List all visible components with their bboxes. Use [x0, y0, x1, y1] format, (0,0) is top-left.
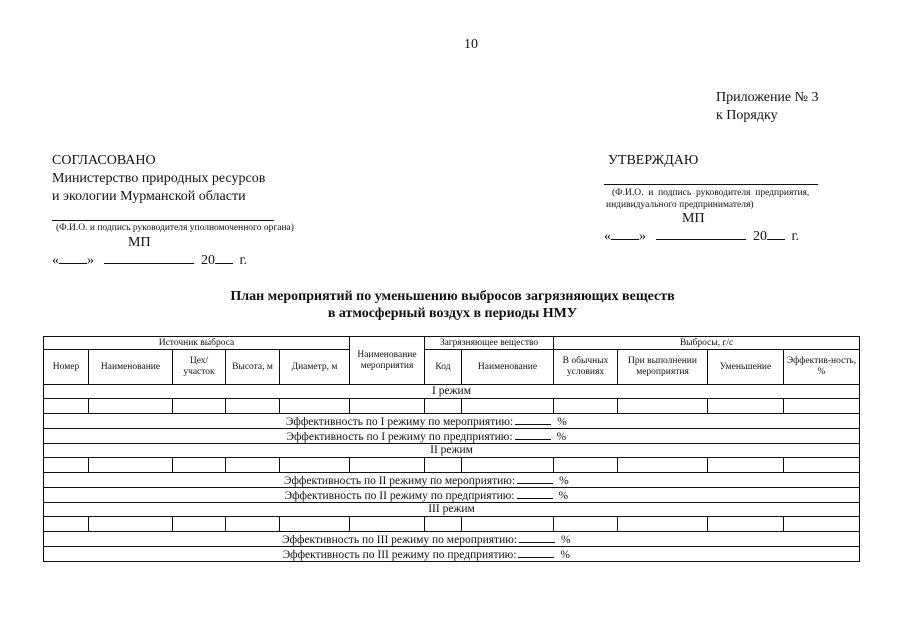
approved-date-line — [604, 228, 799, 245]
efficiency-row — [44, 429, 860, 444]
cell-efficiency[interactable] — [784, 458, 860, 473]
cell-height[interactable] — [226, 399, 280, 414]
cell-pollutant-name[interactable] — [462, 399, 554, 414]
cell-code[interactable] — [425, 399, 462, 414]
efficiency-blank[interactable] — [515, 414, 551, 425]
document-title — [0, 288, 905, 322]
approved-caption-line-1: (Ф.И.О. и подпись руководителя предприятия, — [612, 188, 810, 198]
cell-pollutant-name[interactable] — [462, 458, 554, 473]
efficiency-label: Эффективность по III режиму по предприятию: — [282, 549, 517, 561]
cell-name[interactable] — [89, 399, 173, 414]
cell-diameter[interactable] — [280, 458, 350, 473]
cell-normal[interactable] — [554, 399, 618, 414]
mode-label: I режим — [44, 385, 860, 399]
efficiency-label: Эффективность по I режиму по мероприятию: — [285, 416, 514, 428]
cell-reduction[interactable] — [708, 458, 784, 473]
header-name: Наименование — [89, 350, 173, 385]
header-source: Источник выброса — [44, 337, 350, 350]
efficiency-enterprise — [44, 488, 860, 503]
cell-normal[interactable] — [554, 517, 618, 532]
approved-block — [608, 152, 698, 170]
header-measure: Наименование мероприятия — [350, 337, 425, 385]
efficiency-measure — [44, 532, 860, 547]
cell-diameter[interactable] — [280, 517, 350, 532]
month-blank — [104, 252, 194, 264]
year-suffix: г. — [239, 253, 248, 268]
agreed-signature-line — [52, 220, 274, 221]
date-open-quote: « — [604, 229, 611, 244]
header-pollutant: Загрязняющее вещество — [425, 337, 554, 350]
efficiency-enterprise — [44, 429, 860, 444]
approved-stamp: МП — [682, 211, 705, 226]
year-prefix: 20 — [201, 253, 215, 268]
appendix-line-2: к Порядку — [716, 108, 778, 123]
cell-during[interactable] — [618, 517, 708, 532]
measures-table — [43, 336, 860, 562]
title-line-2: в атмосферный воздух в периоды НМУ — [327, 306, 578, 321]
agreed-date-line — [52, 252, 247, 269]
efficiency-row — [44, 414, 860, 429]
mode-label: III режим — [44, 503, 860, 517]
mode-label: II режим — [44, 444, 860, 458]
header-pollutant-name: Наименование — [462, 350, 554, 385]
appendix-note — [716, 89, 819, 125]
table-row — [44, 458, 860, 473]
cell-during[interactable] — [618, 399, 708, 414]
appendix-line-1: Приложение № 3 — [716, 90, 819, 105]
header-efficiency: Эффектив-ность, % — [784, 350, 860, 385]
efficiency-label: Эффективность по II режиму по мероприятию: — [283, 475, 516, 487]
day-blank — [59, 252, 87, 264]
table-row — [44, 399, 860, 414]
mode-row — [44, 503, 860, 517]
cell-efficiency[interactable] — [784, 399, 860, 414]
cell-pollutant-name[interactable] — [462, 517, 554, 532]
header-normal: В обычных условиях — [554, 350, 618, 385]
agreed-line-1: Министерство природных ресурсов — [52, 171, 266, 186]
cell-name[interactable] — [89, 458, 173, 473]
efficiency-blank[interactable] — [518, 547, 554, 558]
header-diameter: Диаметр, м — [280, 350, 350, 385]
efficiency-measure — [44, 414, 860, 429]
efficiency-blank[interactable] — [517, 473, 553, 484]
header-emissions: Выбросы, г/с — [554, 337, 860, 350]
table-header-row-1 — [44, 337, 860, 350]
efficiency-blank[interactable] — [519, 532, 555, 543]
agreed-line-2: и экологии Мурманской области — [52, 189, 246, 204]
cell-shop[interactable] — [173, 517, 226, 532]
approved-signature-line — [604, 184, 818, 185]
cell-name[interactable] — [89, 517, 173, 532]
page-number: 10 — [464, 37, 478, 52]
efficiency-measure — [44, 473, 860, 488]
agreed-heading: СОГЛАСОВАНО — [52, 153, 156, 168]
percent-sign: % — [557, 416, 567, 428]
year-suffix: г. — [791, 229, 800, 244]
approved-caption-line-2: индивидуального предпринимателя) — [606, 200, 754, 210]
day-blank — [611, 228, 639, 240]
header-shop: Цех/ участок — [173, 350, 226, 385]
percent-sign: % — [559, 475, 569, 487]
year-prefix: 20 — [753, 229, 767, 244]
cell-height[interactable] — [226, 458, 280, 473]
efficiency-blank[interactable] — [515, 429, 551, 440]
percent-sign: % — [558, 490, 569, 502]
cell-code[interactable] — [425, 517, 462, 532]
efficiency-row — [44, 532, 860, 547]
agreed-stamp: МП — [128, 235, 151, 250]
cell-height[interactable] — [226, 517, 280, 532]
approved-signature-caption — [606, 187, 852, 211]
year-blank — [215, 252, 233, 264]
efficiency-row — [44, 547, 860, 562]
cell-number[interactable] — [44, 458, 89, 473]
agreed-block — [52, 152, 265, 206]
agreed-signature-caption: (Ф.И.О. и подпись руководителя уполномоченного органа) — [56, 223, 294, 233]
cell-efficiency[interactable] — [784, 517, 860, 532]
header-number: Номер — [44, 350, 89, 385]
table-row — [44, 517, 860, 532]
efficiency-label: Эффективность по I режиму по предприятию: — [286, 431, 513, 443]
efficiency-label: Эффективность по III режиму по мероприятию: — [282, 534, 518, 546]
percent-sign: % — [556, 431, 567, 443]
header-reduction: Уменьшение — [708, 350, 784, 385]
cell-normal[interactable] — [554, 458, 618, 473]
year-blank — [767, 228, 785, 240]
month-blank — [656, 228, 746, 240]
cell-reduction[interactable] — [708, 517, 784, 532]
header-during: При выполнении мероприятия — [618, 350, 708, 385]
header-height: Высота, м — [226, 350, 280, 385]
efficiency-enterprise — [44, 547, 860, 562]
efficiency-label: Эффективность по II режиму по предприятию: — [284, 490, 515, 502]
date-close-quote: » — [639, 229, 646, 244]
mode-row — [44, 444, 860, 458]
cell-measure[interactable] — [350, 399, 425, 414]
cell-number[interactable] — [44, 399, 89, 414]
efficiency-blank[interactable] — [517, 488, 553, 499]
percent-sign: % — [560, 549, 571, 561]
cell-during[interactable] — [618, 458, 708, 473]
cell-shop[interactable] — [173, 458, 226, 473]
approved-heading: УТВЕРЖДАЮ — [608, 153, 699, 168]
header-code: Код — [425, 350, 462, 385]
cell-measure[interactable] — [350, 517, 425, 532]
efficiency-row — [44, 488, 860, 503]
title-line-1: План мероприятий по уменьшению выбросов загрязняющих веществ — [230, 289, 675, 304]
efficiency-row — [44, 473, 860, 488]
cell-diameter[interactable] — [280, 399, 350, 414]
date-close-quote: » — [87, 253, 94, 268]
cell-shop[interactable] — [173, 399, 226, 414]
cell-reduction[interactable] — [708, 399, 784, 414]
date-open-quote: « — [52, 253, 59, 268]
cell-code[interactable] — [425, 458, 462, 473]
cell-number[interactable] — [44, 517, 89, 532]
mode-row — [44, 385, 860, 399]
cell-measure[interactable] — [350, 458, 425, 473]
percent-sign: % — [561, 534, 571, 546]
table-header-row-2 — [44, 350, 860, 385]
